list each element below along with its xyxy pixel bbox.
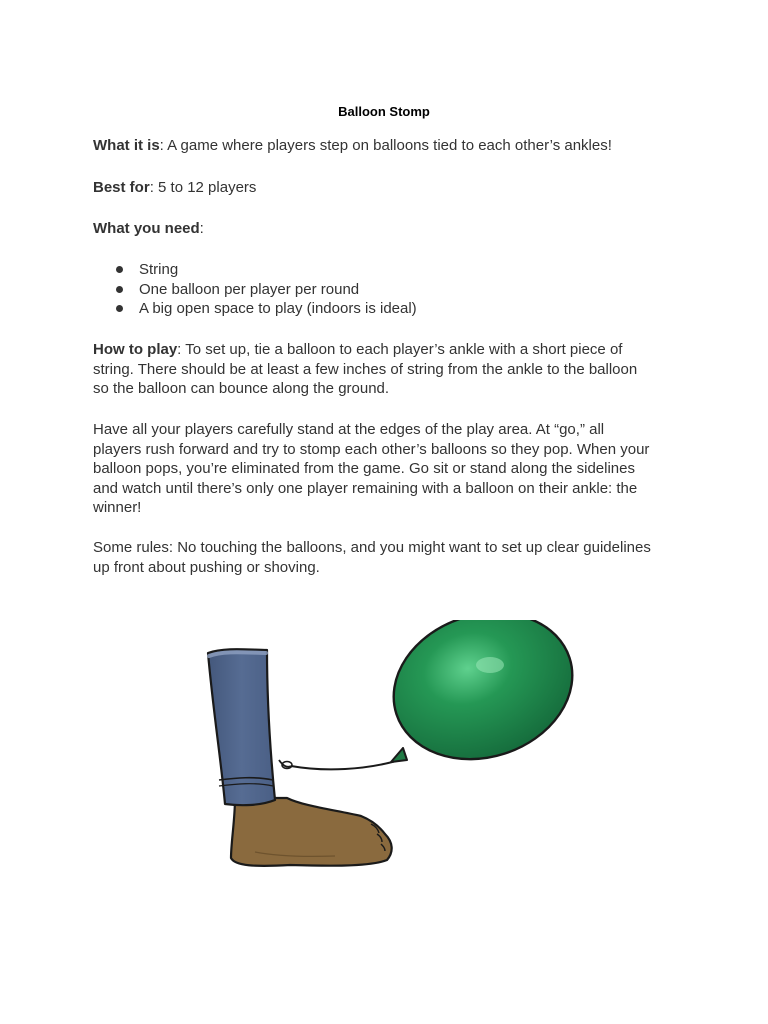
- needs-list: [93, 260, 417, 319]
- paragraph-line: balloon pops, you’re eliminated from the game. Go sit or stand along the sidelines: [93, 460, 635, 477]
- what-you-need-text: :: [199, 220, 204, 237]
- bullet-icon: [116, 266, 123, 273]
- document-title: Balloon Stomp: [338, 104, 430, 119]
- what-it-is-label: What it is: [93, 137, 160, 154]
- paragraph-line: players rush forward and try to stomp each other’s balloons so they pop. When your: [93, 440, 650, 458]
- list-item: [93, 299, 417, 319]
- best-for-paragraph: [93, 178, 673, 198]
- how-to-play-text-line3: so the balloon can bounce along the ground.: [93, 380, 390, 397]
- how-to-play-label: How to play: [93, 341, 178, 358]
- leg-icon: [208, 649, 275, 805]
- best-for-text: : 5 to 12 players: [149, 179, 257, 196]
- foot-icon: [231, 798, 392, 866]
- how-to-play-text-line1: : To set up, tie a balloon to each player’s ankle with a short piece of: [177, 341, 623, 358]
- leg-balloon-illustration: [195, 620, 585, 880]
- how-to-play-paragraph: [93, 340, 673, 399]
- list-item-text: A big open space to play (indoors is ideal): [139, 300, 417, 317]
- bullet-icon: [116, 305, 123, 312]
- list-item-text: One balloon per player per round: [139, 280, 360, 298]
- what-it-is-text: : A game where players step on balloons tied to each other’s ankles!: [159, 137, 612, 154]
- what-you-need-label: What you need: [93, 220, 200, 237]
- how-to-play-text-line2: string. There should be at least a few inches of string from the ankle to the balloon: [93, 360, 638, 378]
- some-rules-paragraph: [93, 538, 673, 577]
- best-for-label: Best for: [93, 179, 150, 196]
- paragraph-line: up front about pushing or shoving.: [93, 558, 320, 576]
- paragraph-line: Have all your players carefully stand at the edges of the play area. At “go,” all: [93, 421, 605, 438]
- paragraph-line: winner!: [93, 499, 142, 516]
- string-icon: [279, 760, 400, 769]
- bullet-icon: [116, 286, 123, 293]
- rules-paragraph: [93, 420, 673, 518]
- what-you-need-paragraph: [93, 219, 673, 239]
- paragraph-line: Some rules: No touching the balloons, and you might want to set up clear guidelines: [93, 539, 651, 556]
- illustration-svg: [195, 620, 585, 880]
- list-item-text: String: [139, 261, 179, 278]
- what-it-is-paragraph: [93, 136, 673, 156]
- list-item: [93, 260, 417, 280]
- balloon-icon: [375, 620, 585, 782]
- list-item: [93, 280, 417, 300]
- paragraph-line: and watch until there’s only one player remaining with a balloon on their ankle: the: [93, 479, 638, 497]
